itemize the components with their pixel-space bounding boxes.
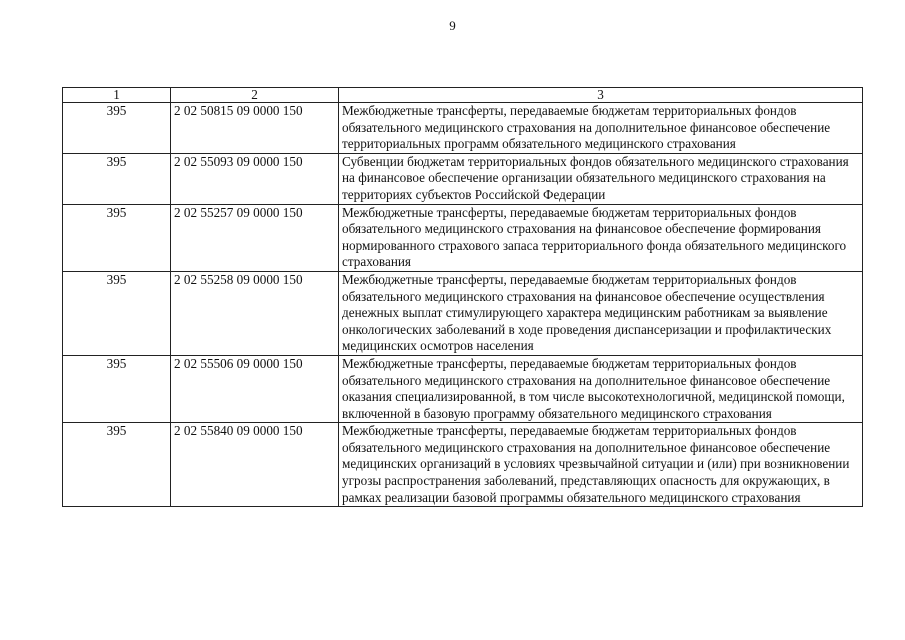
- revenue-name-cell: Межбюджетные трансферты, передаваемые бюджетам территориальных фондов обязательного медицинского страхования на финансовое обеспечение осуществления денежных выплат стимулирующего характера медицинским работникам за выявление онкологических заболеваний в ходе проведения диспансеризации и профилактических медицинских осмотров населения: [339, 271, 863, 355]
- budget-code-cell: 2 02 55840 09 0000 150: [171, 423, 339, 507]
- budget-code-cell: 2 02 50815 09 0000 150: [171, 103, 339, 154]
- admin-code-cell: 395: [63, 271, 171, 355]
- budget-code-cell: 2 02 55257 09 0000 150: [171, 204, 339, 271]
- table-row: [63, 153, 863, 204]
- revenue-name-cell: Субвенции бюджетам территориальных фондов обязательного медицинского страхования на финансовое обеспечение организации обязательного медицинского страхования на территориях субъектов Российской Федерации: [339, 153, 863, 204]
- revenue-name-cell: Межбюджетные трансферты, передаваемые бюджетам территориальных фондов обязательного медицинского страхования на дополнительное финансовое обеспечение оказания специализированной, в том числе высокотехнологичной, медицинской помощи, включенной в базовую программу обязательного медицинского страхования: [339, 355, 863, 422]
- admin-code-cell: 395: [63, 153, 171, 204]
- budget-code-cell: 2 02 55506 09 0000 150: [171, 355, 339, 422]
- revenue-name-cell: Межбюджетные трансферты, передаваемые бюджетам территориальных фондов обязательного медицинского страхования на дополнительное финансовое обеспечение территориальных программ обязательного медицинского страхования: [339, 103, 863, 154]
- admin-code-cell: 395: [63, 204, 171, 271]
- column-header-1: 1: [63, 88, 171, 103]
- table-row: [63, 271, 863, 355]
- table-row: [63, 355, 863, 422]
- admin-code-cell: 395: [63, 355, 171, 422]
- table-row: [63, 204, 863, 271]
- revenue-name-cell: Межбюджетные трансферты, передаваемые бюджетам территориальных фондов обязательного медицинского страхования на финансовое обеспечение формирования нормированного страхового запаса территориального фонда обязательного медицинского страхования: [339, 204, 863, 271]
- budget-classification-table: [62, 87, 863, 507]
- admin-code-cell: 395: [63, 423, 171, 507]
- table-row: [63, 103, 863, 154]
- admin-code-cell: 395: [63, 103, 171, 154]
- budget-code-cell: 2 02 55258 09 0000 150: [171, 271, 339, 355]
- page-number: 9: [449, 18, 456, 33]
- table-row: [63, 423, 863, 507]
- table-header-row: [63, 88, 863, 103]
- column-header-2: 2: [171, 88, 339, 103]
- column-header-3: 3: [339, 88, 863, 103]
- revenue-name-cell: Межбюджетные трансферты, передаваемые бюджетам территориальных фондов обязательного медицинского страхования на дополнительное финансовое обеспечение медицинских организаций в условиях чрезвычайной ситуации и (или) при возникновении угрозы распространения заболеваний, представляющих опасность для окружающих, в рамках реализации базовой программы обязательного медицинского страхования: [339, 423, 863, 507]
- budget-code-cell: 2 02 55093 09 0000 150: [171, 153, 339, 204]
